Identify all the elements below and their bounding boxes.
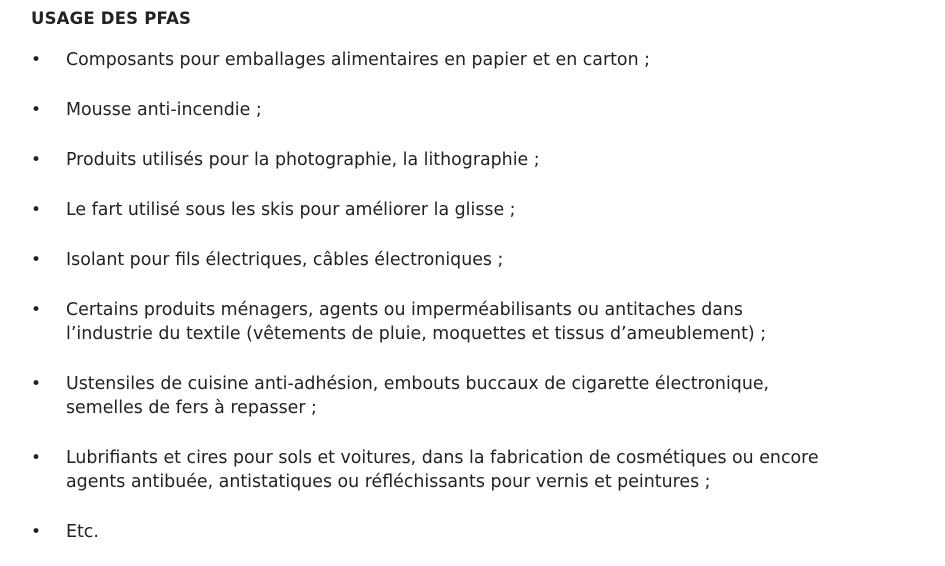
list-item-text bbox=[66, 372, 926, 420]
document-title: USAGE DES PFAS bbox=[31, 9, 192, 28]
list-item bbox=[31, 520, 945, 544]
bullet-icon: • bbox=[31, 374, 42, 394]
list-item-line: Ustensiles de cuisine anti-adhésion, embouts buccaux de cigarette électronique, bbox=[66, 374, 770, 394]
bullet-icon: • bbox=[31, 200, 42, 220]
bullet-icon: • bbox=[31, 50, 42, 70]
usage-list bbox=[31, 48, 945, 544]
list-item bbox=[31, 98, 945, 122]
list-item-text bbox=[66, 298, 926, 346]
bullet-icon: • bbox=[31, 300, 42, 320]
list-item-line: semelles de fers à repasser ; bbox=[66, 398, 317, 418]
list-item-text bbox=[66, 198, 926, 222]
list-item bbox=[31, 148, 945, 172]
list-item-line: Isolant pour fils électriques, câbles électroniques ; bbox=[66, 250, 504, 270]
list-item-text bbox=[66, 48, 926, 72]
list-item-line: Etc. bbox=[66, 522, 99, 542]
list-item-text bbox=[66, 446, 926, 494]
list-item-line: Le fart utilisé sous les skis pour améliorer la glisse ; bbox=[66, 200, 516, 220]
list-item-text bbox=[66, 520, 926, 544]
list-item bbox=[31, 298, 945, 346]
bullet-icon: • bbox=[31, 522, 42, 542]
list-item-line: Certains produits ménagers, agents ou imperméabilisants ou antitaches dans bbox=[66, 300, 743, 320]
list-item-line: Produits utilisés pour la photographie, la lithographie ; bbox=[66, 150, 540, 170]
list-item-line: l’industrie du textile (vêtements de pluie, moquettes et tissus d’ameublement) ; bbox=[66, 324, 767, 344]
list-item-line: agents antibuée, antistatiques ou réfléchissants pour vernis et peintures ; bbox=[66, 472, 711, 492]
bullet-icon: • bbox=[31, 150, 42, 170]
list-item-line: Composants pour emballages alimentaires en papier et en carton ; bbox=[66, 50, 650, 70]
list-item-text bbox=[66, 148, 926, 172]
bullet-icon: • bbox=[31, 100, 42, 120]
list-item-text bbox=[66, 248, 926, 272]
list-item bbox=[31, 48, 945, 72]
list-item bbox=[31, 248, 945, 272]
list-item bbox=[31, 446, 945, 494]
list-item-line: Lubrifiants et cires pour sols et voitures, dans la fabrication de cosmétiques ou encore bbox=[66, 448, 819, 468]
list-item-text bbox=[66, 98, 926, 122]
bullet-icon: • bbox=[31, 250, 42, 270]
bullet-icon: • bbox=[31, 448, 42, 468]
list-item-line: Mousse anti-incendie ; bbox=[66, 100, 262, 120]
list-item bbox=[31, 372, 945, 420]
list-item bbox=[31, 198, 945, 222]
